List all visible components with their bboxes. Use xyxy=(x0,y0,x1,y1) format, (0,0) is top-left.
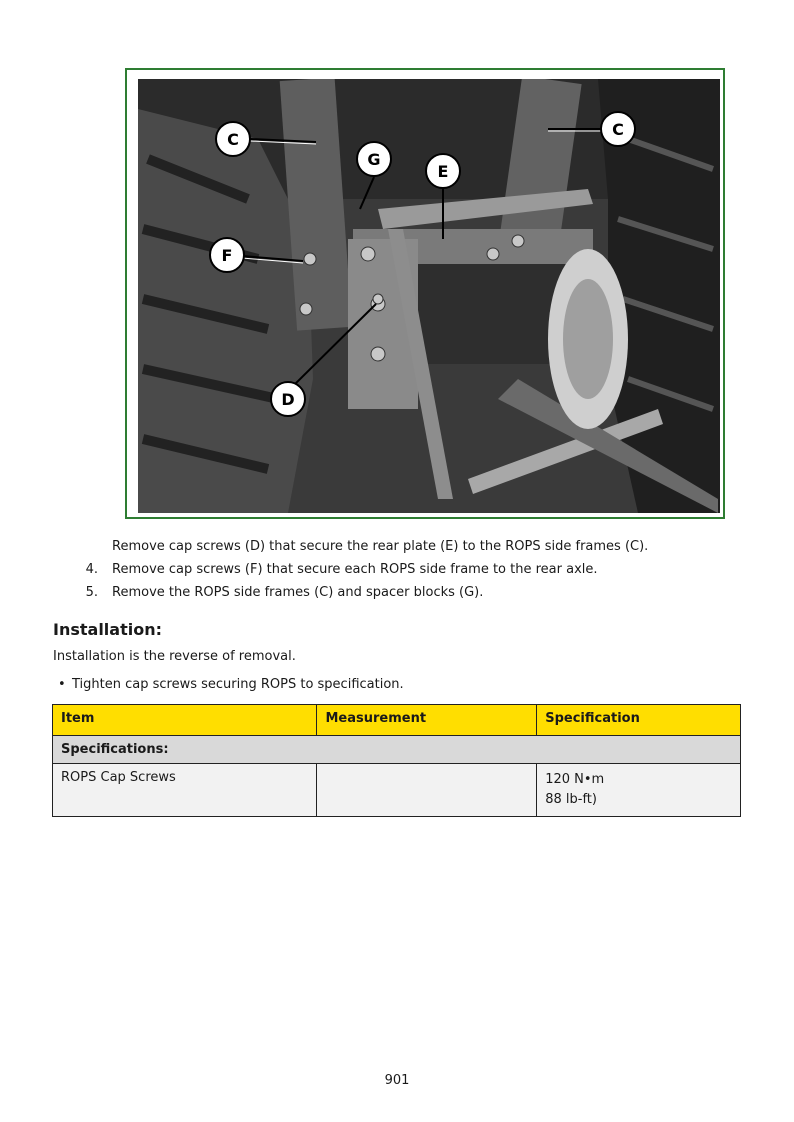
figure-frame xyxy=(125,68,725,519)
step-4-text: Remove cap screws (F) that secure each ROPS side frame to the rear axle. xyxy=(112,562,598,577)
step-4-number: 4. xyxy=(85,562,98,577)
spec-table-header xyxy=(53,705,741,736)
installation-heading: Installation: xyxy=(53,620,162,639)
spec-value-imperial: 88 lb-ft) xyxy=(545,792,597,807)
cell-specification xyxy=(537,764,741,817)
callout-c-left xyxy=(216,122,250,156)
page-number: 901 xyxy=(384,1073,410,1088)
spec-value-metric: 120 N•m xyxy=(545,772,605,787)
step-5-number: 5. xyxy=(85,585,98,600)
callout-f xyxy=(210,238,244,272)
callout-d xyxy=(271,382,305,416)
installation-bullet: Tighten cap screws securing ROPS to specification. xyxy=(72,677,404,692)
spec-table-section-row xyxy=(53,736,741,764)
callout-d-label: D xyxy=(281,390,295,409)
step-continued-text: Remove cap screws (D) that secure the rear plate (E) to the ROPS side frames (C). xyxy=(112,539,649,554)
callout-c-left-label: C xyxy=(227,130,239,149)
spec-table xyxy=(52,704,741,817)
bullet-marker: • xyxy=(58,677,66,692)
rops-photo xyxy=(138,79,720,513)
callout-g xyxy=(357,142,391,176)
cell-item: ROPS Cap Screws xyxy=(53,764,317,817)
section-label: Specifications: xyxy=(53,736,741,764)
step-5-text: Remove the ROPS side frames (C) and spacer blocks (G). xyxy=(112,585,484,600)
callout-c-right-label: C xyxy=(612,120,624,139)
installation-paragraph: Installation is the reverse of removal. xyxy=(53,649,296,664)
header-item: Item xyxy=(53,705,317,736)
callout-g-label: G xyxy=(367,150,381,169)
table-row xyxy=(53,764,741,817)
callout-f-label: F xyxy=(221,246,233,265)
header-specification: Specification xyxy=(537,705,741,736)
header-measurement: Measurement xyxy=(317,705,537,736)
cell-measurement xyxy=(317,764,537,817)
callout-e xyxy=(426,154,460,188)
rops-illustration xyxy=(138,79,720,513)
callout-e-label: E xyxy=(437,162,449,181)
callout-c-right xyxy=(601,112,635,146)
